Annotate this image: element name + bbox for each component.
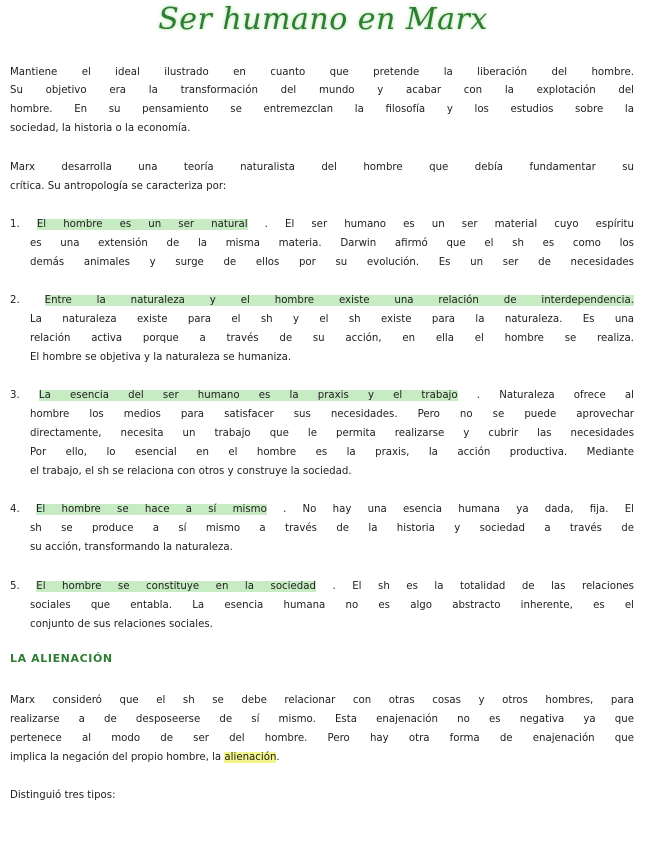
point-4-number: 4. xyxy=(10,504,20,515)
point-3-line-2: hombre los medios para satisfacer sus necesidades. Pero no se puede aprovechar xyxy=(30,409,634,420)
point-2-heading: Entre la naturaleza y el hombre existe una relación de interdependencia. xyxy=(44,295,634,306)
alienacion-line-1: Marx consideró que el sh se debe relacionar con otras cosas y otros hombres, para xyxy=(10,695,634,706)
point-3-text: . Naturaleza ofrece al xyxy=(476,390,634,401)
point-1-line-3: demás animales y surge de ellos por su evolución. Es un ser de necesidades xyxy=(30,257,634,268)
point-2-line-3: relación activa porque a través de su acción, en ella el hombre se realiza. xyxy=(30,333,634,344)
alienacion-line-4-end: . xyxy=(276,752,280,763)
point-3-line-5: el trabajo, el sh se relaciona con otros y construye la sociedad. xyxy=(30,466,352,477)
point-5-text: . El sh es la totalidad de las relaciones xyxy=(332,581,634,592)
point-4-line-3: su acción, transformando la naturaleza. xyxy=(30,542,233,553)
point-3-line-1 xyxy=(10,389,634,403)
point-1-line-2: es una extensión de la misma materia. Darwin afirmó que el sh es como los xyxy=(30,238,634,249)
point-1-text: . El ser humano es un ser material cuyo espíritu xyxy=(264,219,634,230)
point-4-line-1 xyxy=(10,503,634,517)
alienacion-line-2: realizarse a de desposeerse de sí mismo. Esta enajenación no es negativa ya que xyxy=(10,714,634,725)
point-2-line-2: La naturaleza existe para el sh y el sh existe para la naturaleza. Es una xyxy=(30,314,634,325)
point-2-number: 2. xyxy=(10,295,20,306)
marx-line-2: crítica. Su antropología se caracteriza por: xyxy=(10,181,227,192)
marx-line-1: Marx desarrolla una teoría naturalista del hombre que debía fundamentar su xyxy=(10,162,634,173)
alienacion-line-5: Distinguió tres tipos: xyxy=(10,790,116,801)
alienacion-line-3: pertenece al modo de ser del hombre. Pero hay otra forma de enajenación que xyxy=(10,733,634,744)
point-4-heading: El hombre se hace a sí mismo xyxy=(35,504,267,515)
alienacion-line-4-text: implica la negación del propio hombre, la xyxy=(10,752,222,763)
point-1-line-1 xyxy=(10,218,634,232)
alienacion-highlight: alienación xyxy=(224,752,277,763)
point-5-line-1 xyxy=(10,580,634,594)
intro-line-1: Mantiene el ideal ilustrado en cuanto que pretende la liberación del hombre. xyxy=(10,67,634,78)
point-1-number: 1. xyxy=(10,219,20,230)
point-3-line-4: Por ello, lo esencial en el hombre es la praxis, la acción productiva. Mediante xyxy=(30,447,634,458)
section-heading-alienacion: LA ALIENACIÓN xyxy=(10,652,113,665)
point-3-heading: La esencia del ser humano es la praxis y el trabajo xyxy=(38,390,458,401)
page-title: Ser humano en Marx xyxy=(158,2,488,37)
point-4-line-2: sh se produce a sí mismo a través de la historia y sociedad a través de xyxy=(30,523,634,534)
intro-line-3: hombre. En su pensamiento se entremezclan la filosofía y los estudios sobre la xyxy=(10,104,634,115)
point-1-heading: El hombre es un ser natural xyxy=(36,219,248,230)
point-5-number: 5. xyxy=(10,581,20,592)
point-3-number: 3. xyxy=(10,390,20,401)
point-4-text: . No hay una esencia humana ya dada, fija. El xyxy=(283,504,634,515)
point-5-line-3: conjunto de sus relaciones sociales. xyxy=(30,619,213,630)
point-5-line-2: sociales que entabla. La esencia humana no es algo abstracto inherente, es el xyxy=(30,600,634,611)
alienacion-line-4 xyxy=(10,751,634,765)
intro-line-2: Su objetivo era la transformación del mundo y acabar con la explotación del xyxy=(10,85,634,96)
point-2-line-4: El hombre se objetiva y la naturaleza se humaniza. xyxy=(30,352,292,363)
point-2-line-1 xyxy=(10,294,634,308)
point-5-heading: El hombre se constituye en la sociedad xyxy=(36,581,316,592)
point-3-line-3: directamente, necesita un trabajo que le permita realizarse y cubrir las necesidades xyxy=(30,428,634,439)
intro-line-4: sociedad, la historia o la economía. xyxy=(10,123,191,134)
